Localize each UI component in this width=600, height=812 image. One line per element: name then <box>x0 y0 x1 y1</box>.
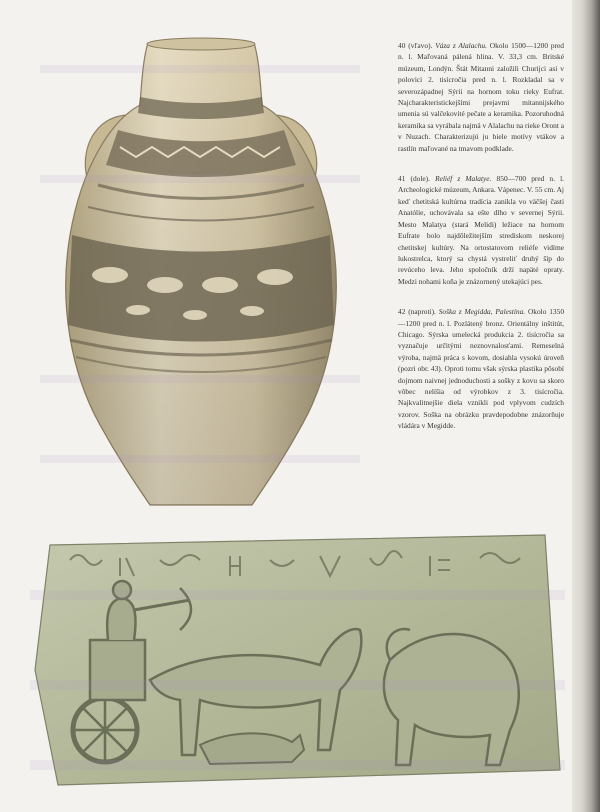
caption-number: 40 <box>398 41 406 50</box>
caption-column <box>398 40 564 451</box>
caption-40 <box>398 40 564 154</box>
caption-title: Soška z Megidda, Palestína. <box>438 307 526 317</box>
vase-photo <box>40 35 360 515</box>
caption-number: 41 <box>398 174 406 184</box>
caption-body: 850—700 pred n. l. Archeologické múzeum, Ankara. Vápenec. V. 55 cm. Aj keď chetitská kultúrna tradícia zanikla vo väčšej časti Anatólie, uchovávala sa ešte dlho v severnej Sýrii. Mesto Malatya (stará Melidi) ležiace na hornom Eufrate bolo najdôležitejším strediskom neskorej chetitskej kultúry. Na ortostatovom reliéfe vidíme lukostrelca, ktorý sa chystá vystreliť druhý šíp do revúceho leva. Jeho spoločník drží napäté opraty. Medzi nohami koňa je znázornený utekajúci pes. <box>398 174 564 286</box>
caption-position: (vľavo). <box>408 41 433 50</box>
caption-number: 42 <box>398 307 406 317</box>
relief-photo <box>30 530 565 790</box>
book-spine-shadow <box>572 0 600 812</box>
caption-title: Váza z Alalachu. <box>435 41 487 50</box>
caption-body: Okolo 1350—1200 pred n. l. Pozlátený bronz. Orientálny inštitút, Chicago. Sýrska umelecká produkcia 2. tisícročia sa vyznačuje určitými neznovnalosťami. Remeselná výroba, najmä práca s kovom, dosiahla vysokú úroveň (pozri obr. 43). Oproti tomu však sýrska plastika pôsobí dojmom naivnej jednoduchosti a sošky z kovu sa skoro vôbec nelíšia od výrobkov z 3. tisícročia. Najkvalitnejšie diela vznikli pod vplyvom cudzích vzorov. Soška na obrázku pravdepodobne znázorňuje vládára v Megidde. <box>398 307 565 431</box>
caption-position: (dole). <box>410 174 430 184</box>
caption-body: Okolo 1500—1200 pred n. l. Maľovaná pálená hlina. V. 33,3 cm. Britské múzeum, Londýn. Štát Mitanni založili Churijci asi v polovici 2. tisícročia pred n. l. Rozkladal sa v severozápadnej Sýrii na hornom toku rieky Eufrat. Najcharakteristickejšími prejavmi mitannijského umenia sú valčekovité pečate a keramika. Pozoruhodná keramika sa vyrábala najmä v Alalachu na rieke Oront a v Nuzach. Charakterizujú ju biele motívy vtákov a rastlín maľované na tmavom podklade. <box>398 41 565 153</box>
caption-position: (naproti). <box>408 307 436 317</box>
caption-41 <box>398 173 564 287</box>
caption-42 <box>398 306 564 431</box>
caption-title: Reliéf z Malatye. <box>435 174 492 184</box>
